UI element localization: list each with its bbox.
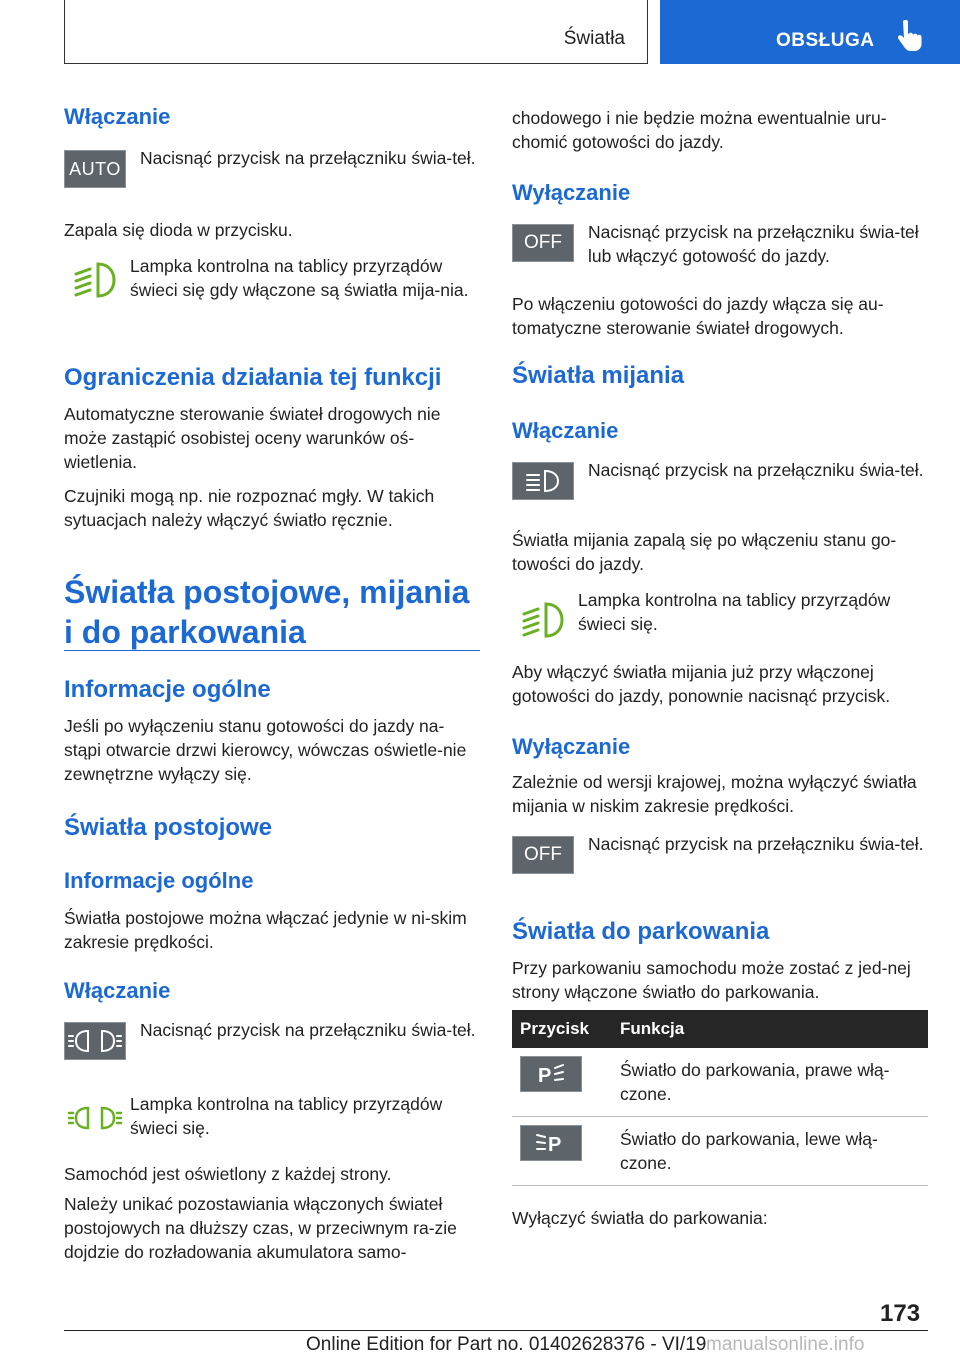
para-zaleznie: Zależnie od wersji krajowej, można wyłączyć światła mijania w niskim zakresie prędkości. xyxy=(512,772,917,816)
page-number: 173 xyxy=(880,1300,921,1327)
header-chapter-tab[interactable] xyxy=(660,0,960,64)
footer-edition xyxy=(306,1334,706,1356)
para-continued: chodowego i nie będzie można ewentualnie uru-chomić gotowości do jazdy. xyxy=(512,108,887,152)
para-nalezy: Należy unikać pozostawiania włączonych świateł postojowych na dłuższy czas, w przeciwnym ra-zie dojdzie do rozładowania akumulatora samo- xyxy=(64,1194,457,1262)
watermark: manualsonline.info xyxy=(706,1334,865,1355)
header-chapter-label: OBSŁUGA xyxy=(776,30,875,51)
heading-informacje: Informacje ogólne xyxy=(64,676,271,703)
low-beam-indicator-icon xyxy=(64,252,126,308)
para-dioda: Zapala się dioda w przycisku. xyxy=(64,220,293,240)
table-row xyxy=(512,1117,928,1186)
off-button-icon-2 xyxy=(512,836,574,874)
para-postojowe: Światła postojowe można włączać jedynie w ni-skim zakresie prędkości. xyxy=(64,908,467,952)
parking-light-indicator-icon xyxy=(64,1096,126,1140)
svg-text:P: P xyxy=(548,1134,562,1155)
low-beam-indicator-icon-2 xyxy=(512,592,574,648)
low-beam-instruction: Nacisnąć przycisk na przełączniku świa-teł. xyxy=(588,460,924,480)
heading-wlaczanie: Włączanie xyxy=(64,104,171,129)
off-instruction-2: Nacisnąć przycisk na przełączniku świa-teł. xyxy=(588,834,924,854)
table-row xyxy=(512,1048,928,1117)
table-header-row xyxy=(512,1010,928,1048)
parking-right-icon xyxy=(520,1056,582,1092)
low-beam-lamp-text-2: Lampka kontrolna na tablicy przyrządów świeci się. xyxy=(578,590,891,634)
heading-postojowe: Światła postojowe xyxy=(64,814,273,841)
off-icon-label-2: OFF xyxy=(524,844,562,865)
off-instruction: Nacisnąć przycisk na przełączniku świa-teł lub włączyć gotowość do jazdy. xyxy=(588,222,919,266)
auto-icon-label: AUTO xyxy=(69,158,121,179)
section-divider xyxy=(64,650,480,651)
para-informacje: Jeśli po wyłączeniu stanu gotowości do jazdy na-stąpi otwarcie drzwi kierowcy, wówczas oświetle-nie zewnętrzne wyłączy się. xyxy=(64,716,467,784)
heading-ograniczenia: Ograniczenia działania tej funkcji xyxy=(64,364,442,391)
parking-left-icon xyxy=(520,1125,582,1161)
footer-divider xyxy=(64,1330,928,1331)
heading-wlaczanie-r: Włączanie xyxy=(512,418,619,443)
footer-edition-text: Online Edition for Part no. 01402628376 - VI/19 xyxy=(306,1334,707,1355)
parking-light-table xyxy=(512,1010,928,1186)
parking-instruction: Nacisnąć przycisk na przełączniku świa-teł. xyxy=(140,1020,476,1040)
auto-button-icon xyxy=(64,150,126,188)
parking-light-button-icon xyxy=(64,1022,126,1060)
heading-main-section: Światła postojowe, mijania i do parkowania xyxy=(64,574,470,650)
heading-wylaczanie: Wyłączanie xyxy=(512,180,631,205)
parking-lamp-text: Lampka kontrolna na tablicy przyrządów świeci się. xyxy=(130,1094,443,1138)
heading-mijania: Światła mijania xyxy=(512,362,685,389)
pointing-hand-icon xyxy=(896,20,922,52)
off-button-icon xyxy=(512,224,574,262)
table-cell-right: Światło do parkowania, prawe włą-czone. xyxy=(612,1048,928,1117)
para-aby: Aby włączyć światła mijania już przy włączonej gotowości do jazdy, ponownie nacisnąć przycisk. xyxy=(512,662,891,706)
auto-instruction: Nacisnąć przycisk na przełączniku świa-teł. xyxy=(140,148,476,168)
heading-wlaczanie-2: Włączanie xyxy=(64,978,171,1003)
para-wylaczyc: Wyłączyć światła do parkowania: xyxy=(512,1208,768,1228)
svg-text:P: P xyxy=(538,1065,552,1086)
low-beam-button-icon xyxy=(512,462,574,500)
heading-wylaczanie-2: Wyłączanie xyxy=(512,734,631,759)
header-section-title: Światła xyxy=(563,28,625,49)
para-automatyczne: Automatyczne sterowanie świateł drogowych nie może zastąpić osobistej oceny warunków oś-wietlenia. xyxy=(64,404,441,472)
low-beam-lamp-text: Lampka kontrolna na tablicy przyrządów świeci się gdy włączone są światła mija-nia. xyxy=(130,256,469,300)
para-samochod: Samochód jest oświetlony z każdej strony. xyxy=(64,1164,392,1184)
header-left-box xyxy=(64,0,648,64)
table-header-przycisk: Przycisk xyxy=(512,1010,612,1048)
heading-parkowania: Światła do parkowania xyxy=(512,918,770,945)
para-przy-parkowaniu: Przy parkowaniu samochodu może zostać z jed-nej strony włączone światło do parkowania. xyxy=(512,958,911,1002)
para-zapala: Światła mijania zapalą się po włączeniu stanu go-towości do jazdy. xyxy=(512,530,897,574)
para-po-wlaczeniu: Po włączeniu gotowości do jazdy włącza się au-tomatyczne sterowanie świateł drogowych. xyxy=(512,294,884,338)
heading-informacje-2: Informacje ogólne xyxy=(64,868,254,893)
table-header-funkcja: Funkcja xyxy=(612,1010,928,1048)
table-cell-left: Światło do parkowania, lewe włą-czone. xyxy=(612,1117,928,1186)
off-icon-label: OFF xyxy=(524,232,562,253)
para-czujniki: Czujniki mogą np. nie rozpoznać mgły. W takich sytuacjach należy włączyć światło ręcznie. xyxy=(64,486,435,530)
